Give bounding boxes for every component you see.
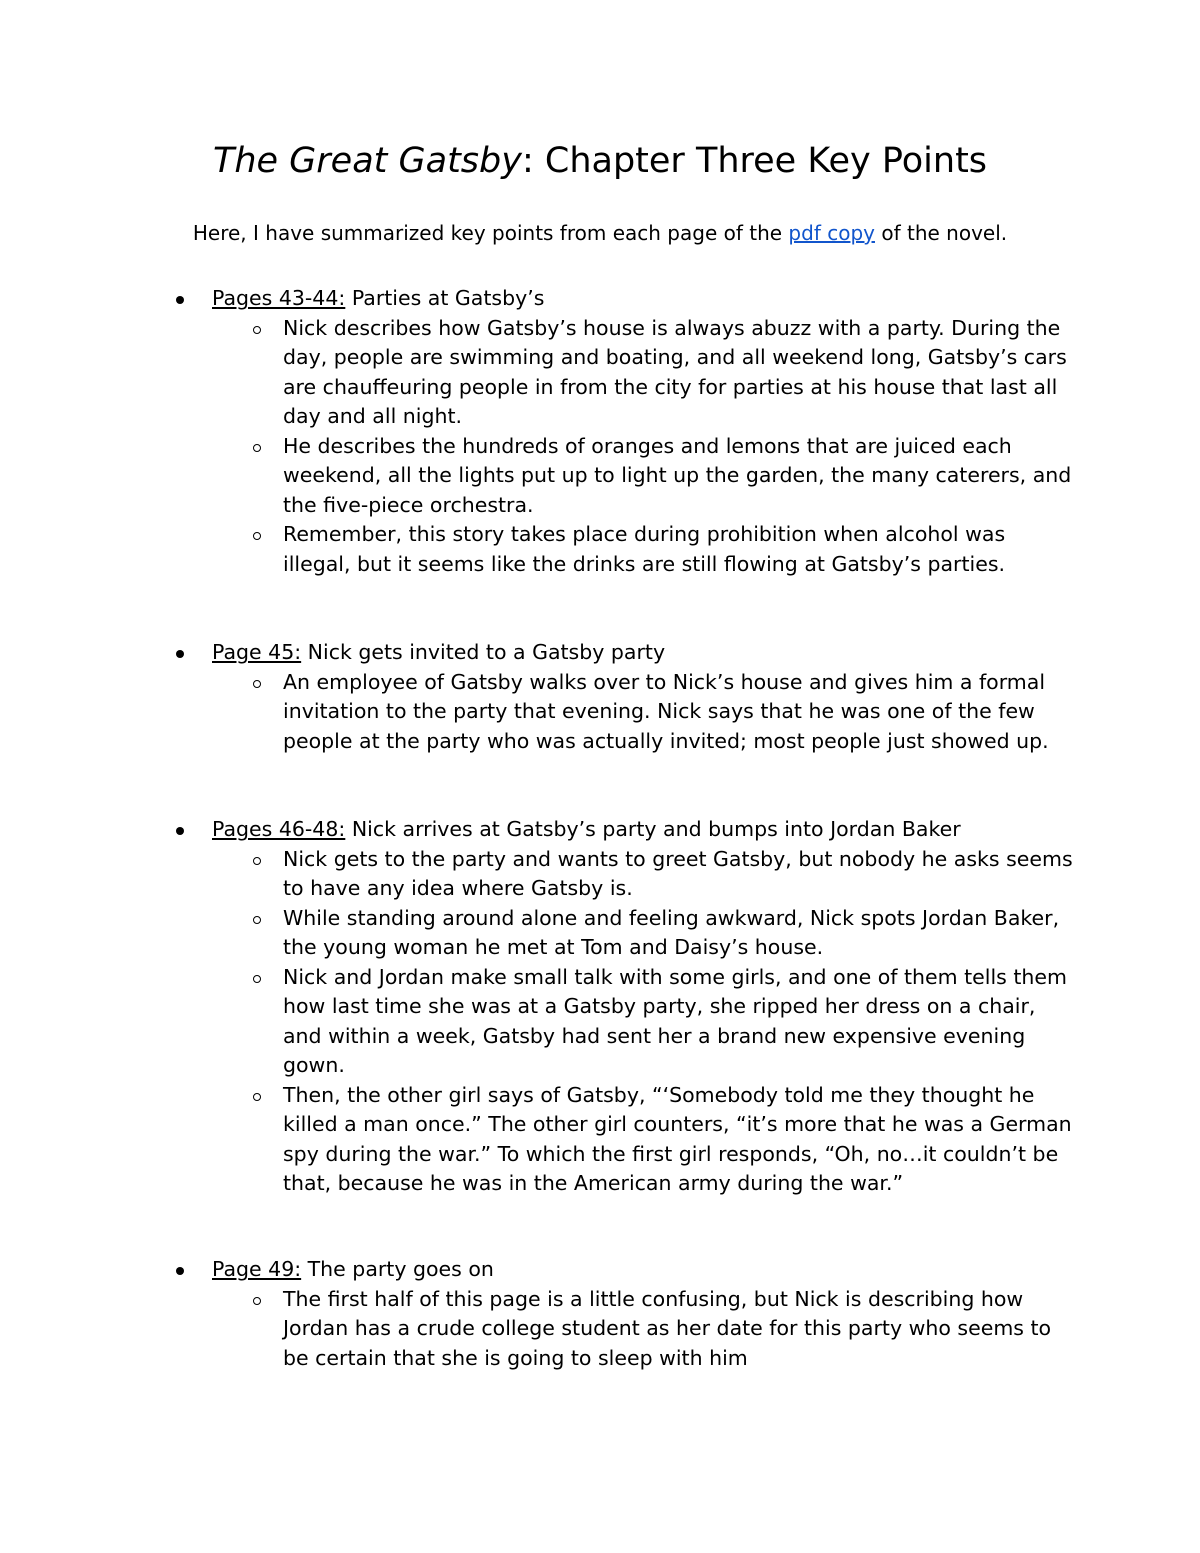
bullet-circle xyxy=(253,326,261,334)
list-item xyxy=(283,432,1073,521)
list-item-text: Nick describes how Gatsby’s house is always abuzz with a party. During the day, people are swimming and boating, and all weekend long, Gatsby’s cars are chauffeuring people in from the city for parties at his house that last all day and all night. xyxy=(283,315,1067,428)
section-heading xyxy=(212,815,1082,845)
list-item xyxy=(283,314,1073,432)
page-label: Pages 46-48: xyxy=(212,817,346,841)
intro-text-after: of the novel. xyxy=(874,221,1008,245)
pdf-copy-link[interactable]: pdf copy xyxy=(788,221,875,245)
list-item xyxy=(283,904,1073,963)
section-heading-text: The party goes on xyxy=(301,1257,494,1281)
page-label: Pages 43-44: xyxy=(212,286,346,310)
bullet-dot xyxy=(176,650,184,658)
bullet-circle xyxy=(253,1297,261,1305)
list-item xyxy=(283,845,1073,904)
page-label: Page 49: xyxy=(212,1257,302,1281)
bullet-circle xyxy=(253,532,261,540)
list-item xyxy=(283,963,1073,1081)
bullet-circle xyxy=(253,680,261,688)
bullet-circle xyxy=(253,1093,261,1101)
bullet-circle xyxy=(253,975,261,983)
bullet-circle xyxy=(253,916,261,924)
section-pages-43-44 xyxy=(212,284,1082,579)
title-book-name: The Great Gatsby xyxy=(212,141,522,181)
list-item xyxy=(283,1285,1073,1374)
list-item-text: While standing around alone and feeling awkward, Nick spots Jordan Baker, the young woman he met at Tom and Daisy’s house. xyxy=(283,905,1060,959)
section-heading xyxy=(212,284,1082,314)
list-item-text: An employee of Gatsby walks over to Nick’s house and gives him a formal invitation to the party that evening. Nick says that he was one of the few people at the party who was actually invited; most people just showed up. xyxy=(283,669,1049,753)
list-item xyxy=(283,1081,1073,1199)
section-pages-46-48 xyxy=(212,815,1082,1199)
list-item-text: Nick gets to the party and wants to greet Gatsby, but nobody he asks seems to have any idea where Gatsby is. xyxy=(283,846,1073,900)
list-item-text: Remember, this story takes place during prohibition when alcohol was illegal, but it seems like the drinks are still flowing at Gatsby’s parties. xyxy=(283,522,1006,576)
section-heading xyxy=(212,1255,1082,1285)
section-page-49 xyxy=(212,1255,1082,1373)
section-heading-text: Parties at Gatsby’s xyxy=(345,286,545,310)
bullet-circle xyxy=(253,444,261,452)
intro-paragraph xyxy=(0,218,1200,248)
page-title xyxy=(0,138,1200,184)
title-subtitle: : Chapter Three Key Points xyxy=(521,141,988,181)
intro-text-before: Here, I have summarized key points from each page of the xyxy=(192,221,789,245)
list-item xyxy=(283,520,1073,579)
section-heading-text: Nick arrives at Gatsby’s party and bumps into Jordan Baker xyxy=(345,817,961,841)
list-item-text: Nick and Jordan make small talk with some girls, and one of them tells them how last time she was at a Gatsby party, she ripped her dress on a chair, and within a week, Gatsby had sent her a brand new expensive evening gown. xyxy=(283,964,1067,1077)
bullet-dot xyxy=(176,827,184,835)
list-item-text: The first half of this page is a little confusing, but Nick is describing how Jordan has a crude college student as her date for this party who seems to be certain that she is going to sleep with him xyxy=(283,1286,1052,1370)
section-heading-text: Nick gets invited to a Gatsby party xyxy=(301,640,666,664)
section-page-45 xyxy=(212,638,1082,756)
page-label: Page 45: xyxy=(212,640,302,664)
list-item-text: He describes the hundreds of oranges and lemons that are juiced each weekend, all the lights put up to light up the garden, the many caterers, and the five-piece orchestra. xyxy=(283,433,1072,517)
bullet-dot xyxy=(176,296,184,304)
list-item-text: Then, the other girl says of Gatsby, “‘Somebody told me they thought he killed a man once.” The other girl counters, “it’s more that he was a German spy during the war.” To which the first girl responds, “Oh, no…it couldn’t be that, because he was in the American army during the war.” xyxy=(283,1082,1072,1195)
bullet-circle xyxy=(253,857,261,865)
section-heading xyxy=(212,638,1082,668)
bullet-dot xyxy=(176,1267,184,1275)
list-item xyxy=(283,668,1073,757)
